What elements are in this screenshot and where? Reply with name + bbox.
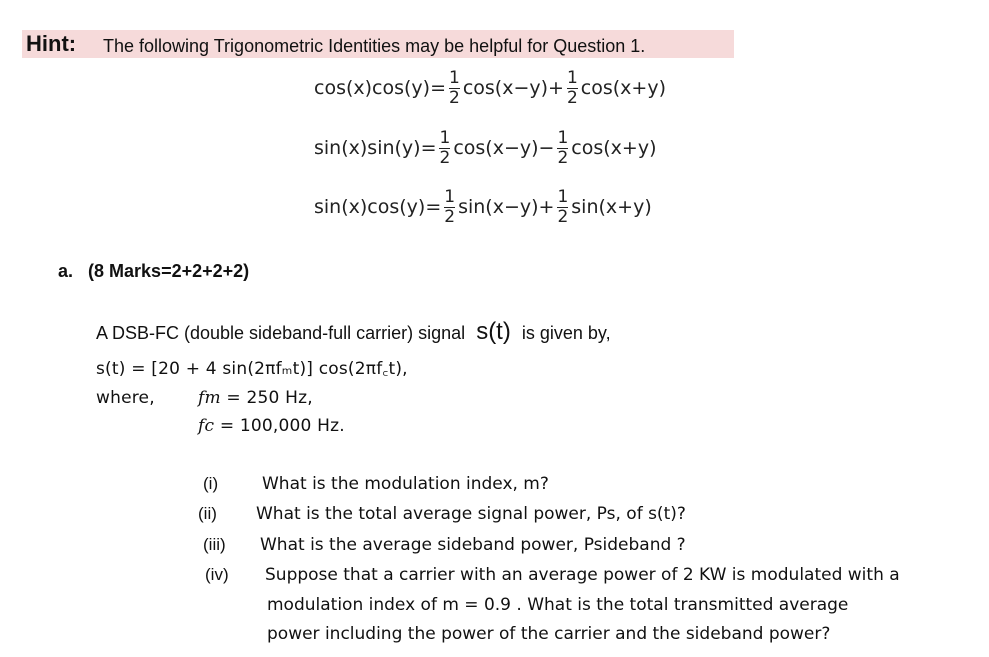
identity-term: cos(x+y) <box>580 77 666 99</box>
identity-term: cos(x−y)− <box>453 137 555 159</box>
fm-symbol: fm <box>198 388 221 408</box>
identity-term: cos(x−y)+ <box>462 77 564 99</box>
fc-definition <box>198 416 345 436</box>
question-text: What is the total average signal power, Ps, of s(t)? <box>256 504 686 524</box>
question-text-line2: modulation index of m = 0.9 . What is the total transmitted average <box>267 595 849 615</box>
identity-term: sin(x+y) <box>571 196 652 218</box>
fraction-half: $\frac{1}{2}$ <box>449 67 460 108</box>
signal-symbol: s(t) <box>476 318 511 345</box>
question-text-line3: power including the power of the carrier and the sideband power? <box>267 624 831 644</box>
hint-text: The following Trigonometric Identities may be helpful for Question 1. <box>103 36 646 56</box>
identity-term: cos(x+y) <box>571 137 657 159</box>
question-number: (iv) <box>205 565 229 584</box>
where-label: where, <box>96 388 155 408</box>
question-text: Suppose that a carrier with an average power of 2 KW is modulated with a <box>265 565 900 585</box>
hint-label: Hint: <box>26 31 77 56</box>
question-text: What is the average sideband power, Psideband ? <box>260 535 686 555</box>
identity-term: sin(x−y)+ <box>458 196 555 218</box>
fc-symbol: fc <box>198 416 215 436</box>
fm-definition <box>198 388 313 408</box>
intro-text-end: is given by, <box>521 323 611 343</box>
identity-lhs: sin(x)cos(y)= <box>314 196 442 218</box>
identity-lhs: cos(x)cos(y)= <box>314 77 446 99</box>
part-label: a. <box>58 261 74 281</box>
fc-value: = 100,000 Hz. <box>219 416 345 436</box>
fm-value: = 250 Hz, <box>226 388 313 408</box>
signal-intro <box>96 318 611 346</box>
fraction-half: $\frac{1}{2}$ <box>439 127 451 168</box>
identity-1 <box>314 68 666 108</box>
question-text: What is the modulation index, m? <box>262 474 549 494</box>
fraction-half: $\frac{1}{2}$ <box>444 186 456 227</box>
part-heading <box>58 261 249 282</box>
question-number: (ii) <box>198 504 217 523</box>
signal-equation: s(t) = [20 + 4 sin(2πfₘt)] cos(2πf꜀t), <box>96 359 408 379</box>
identity-3 <box>314 187 652 227</box>
fraction-half: $\frac{1}{2}$ <box>566 67 578 108</box>
part-marks: (8 Marks=2+2+2+2) <box>88 261 250 281</box>
fraction-half: $\frac{1}{2}$ <box>557 127 569 168</box>
question-number: (i) <box>203 474 219 493</box>
question-number: (iii) <box>203 535 226 554</box>
identity-lhs: sin(x)sin(y)= <box>314 137 437 159</box>
intro-text: A DSB-FC (double sideband-full carrier) signal <box>96 323 466 343</box>
identity-2 <box>314 128 656 168</box>
fraction-half: $\frac{1}{2}$ <box>557 186 569 227</box>
